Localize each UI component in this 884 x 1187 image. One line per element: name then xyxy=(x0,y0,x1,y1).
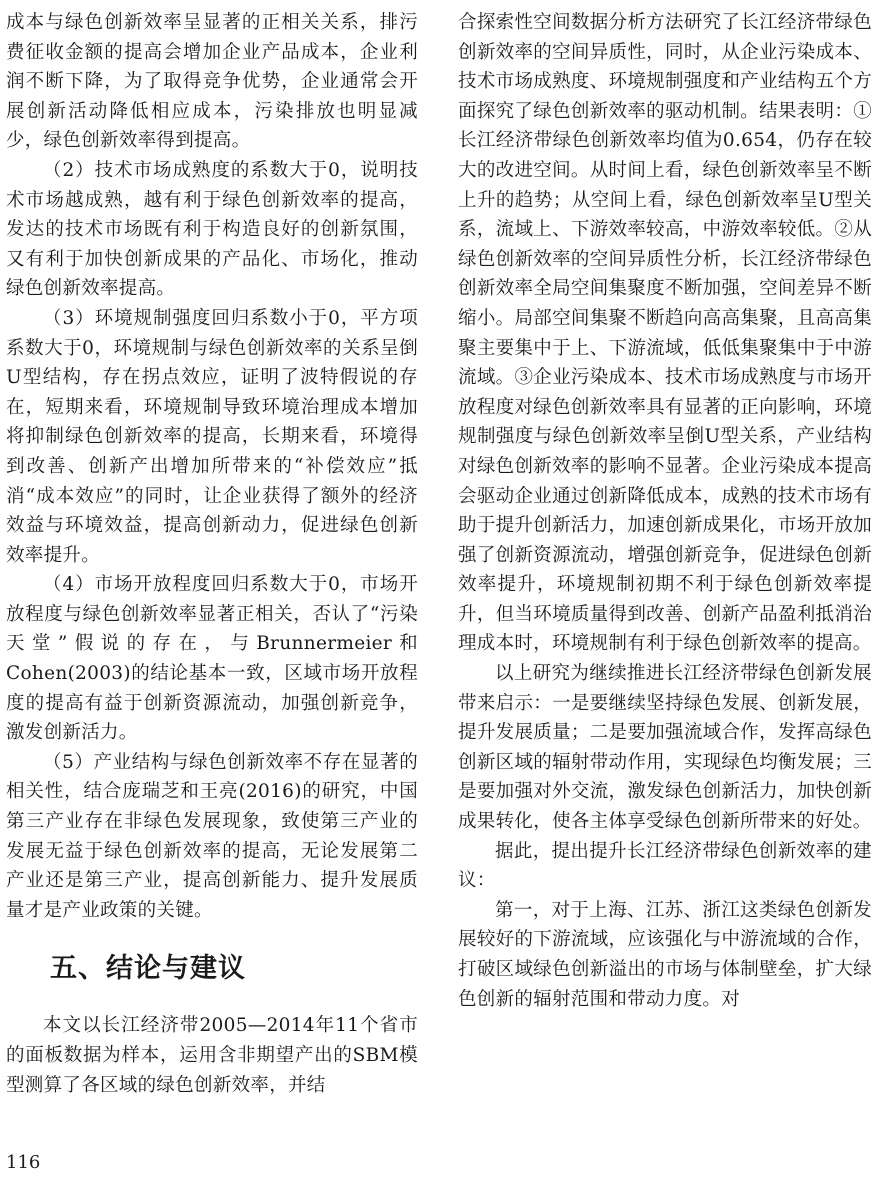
page-number: 116 xyxy=(6,1152,41,1173)
right-column xyxy=(458,8,872,1014)
paragraph-item-5: （5）产业结构与绿色创新效率不存在显著的相关性，结合庞瑞芝和王亮(2016)的研究，中国第三产业存在非绿色发展现象，致使第三产业的发展无益于绿色创新效率的提高，无论发展第二产业还是第三产业，提高创新能力、提升发展质量才是产业政策的关键。 xyxy=(6,751,418,921)
section-heading: 五、结论与建议 xyxy=(50,953,246,985)
paragraph-implications: 以上研究为继续推进长江经济带绿色创新发展带来启示：一是要继续坚持绿色发展、创新发展，提升发展质量；二是要加强流域合作，发挥高绿色创新区域的辐射带动作用，实现绿色均衡发展；三是要加强对外交流，激发绿色创新活力，加快创新成果转化，使各主体享受绿色创新所带来的好处。 xyxy=(458,663,872,833)
paragraph-item-2: （2）技术市场成熟度的系数大于0，说明技术市场越成熟，越有利于绿色创新效率的提高，发达的技术市场既有利于构造良好的创新氛围，又有利于加快创新成果的产品化、市场化，推动绿色创新效率提高。 xyxy=(6,159,418,300)
paragraph-item-3: （3）环境规制强度回归系数小于0，平方项系数大于0，环境规制与绿色创新效率的关系呈倒U型结构，存在拐点效应，证明了波特假说的存在，短期来看，环境规制导致环境治理成本增加将抑制绿色创新效率的提高，长期来看，环境得到改善、创新产出增加所带来的“补偿效应”抵消“成本效应”的同时，让企业获得了额外的经济效益与环境效益，提高创新动力，促进绿色创新效率提升。 xyxy=(6,307,418,566)
paragraph-suggestion-1: 第一，对于上海、江苏、浙江这类绿色创新发展较好的下游流域，应该强化与中游流域的合作，打破区域绿色创新溢出的市场与体制壁垒，扩大绿色创新的辐射范围和带动力度。对 xyxy=(458,899,872,1010)
paragraph-continuation: 成本与绿色创新效率呈显著的正相关关系，排污费征收金额的提高会增加企业产品成本，企业利润不断下降，为了取得竞争优势，企业通常会开展创新活动降低相应成本，污染排放也明显减少，绿色创新效率得到提高。 xyxy=(6,12,418,152)
paragraph-results: 合探索性空间数据分析方法研究了长江经济带绿色创新效率的空间异质性，同时，从企业污染成本、技术市场成熟度、环境规制强度和产业结构五个方面探究了绿色创新效率的驱动机制。结果表明：①长江经济带绿色创新效率均值为0.654，仍存在较大的改进空间。从时间上看，绿色创新效率呈不断上升的趋势；从空间上看，绿色创新效率呈U型关系，流域上、下游效率较高，中游效率较低。②从绿色创新效率的空间异质性分析，长江经济带绿色创新效率全局空间集聚度不断加强，空间差异不断缩小。局部空间集聚不断趋向高高集聚，且高高集聚主要集中于上、下游流域，低低集聚集中于中游流域。③企业污染成本、技术市场成熟度与市场开放程度对绿色创新效率具有显著的正向影响，环境规制强度与绿色创新效率呈倒U型关系，产业结构对绿色创新效率的影响不显著。企业污染成本提高会驱动企业通过创新降低成本，成熟的技术市场有助于提升创新活力，加速创新成果化，市场开放加强了创新资源流动，增强创新竞争，促进绿色创新效率提升，环境规制初期不利于绿色创新效率提升，但当环境质量得到改善、创新产品盈利抵消治理成本时，环境规制有利于绿色创新效率的提高。 xyxy=(458,12,872,655)
paragraph-item-4: （4）市场开放程度回归系数大于0，市场开放程度与绿色创新效率显著正相关，否认了“污染天堂”假说的存在，与Brunnermeier和Cohen(2003)的结论基本一致，区域市场开放程度的提高有益于创新资源流动，加强创新竞争，激发创新活力。 xyxy=(6,574,418,744)
paragraph-suggestions-intro: 据此，提出提升长江经济带绿色创新效率的建议： xyxy=(458,840,872,892)
left-column xyxy=(6,8,418,1100)
section-intro-paragraph: 本文以长江经济带2005—2014年11个省市的面板数据为样本，运用含非期望产出的SBM模型测算了各区域的绿色创新效率，并结 xyxy=(6,1015,418,1096)
